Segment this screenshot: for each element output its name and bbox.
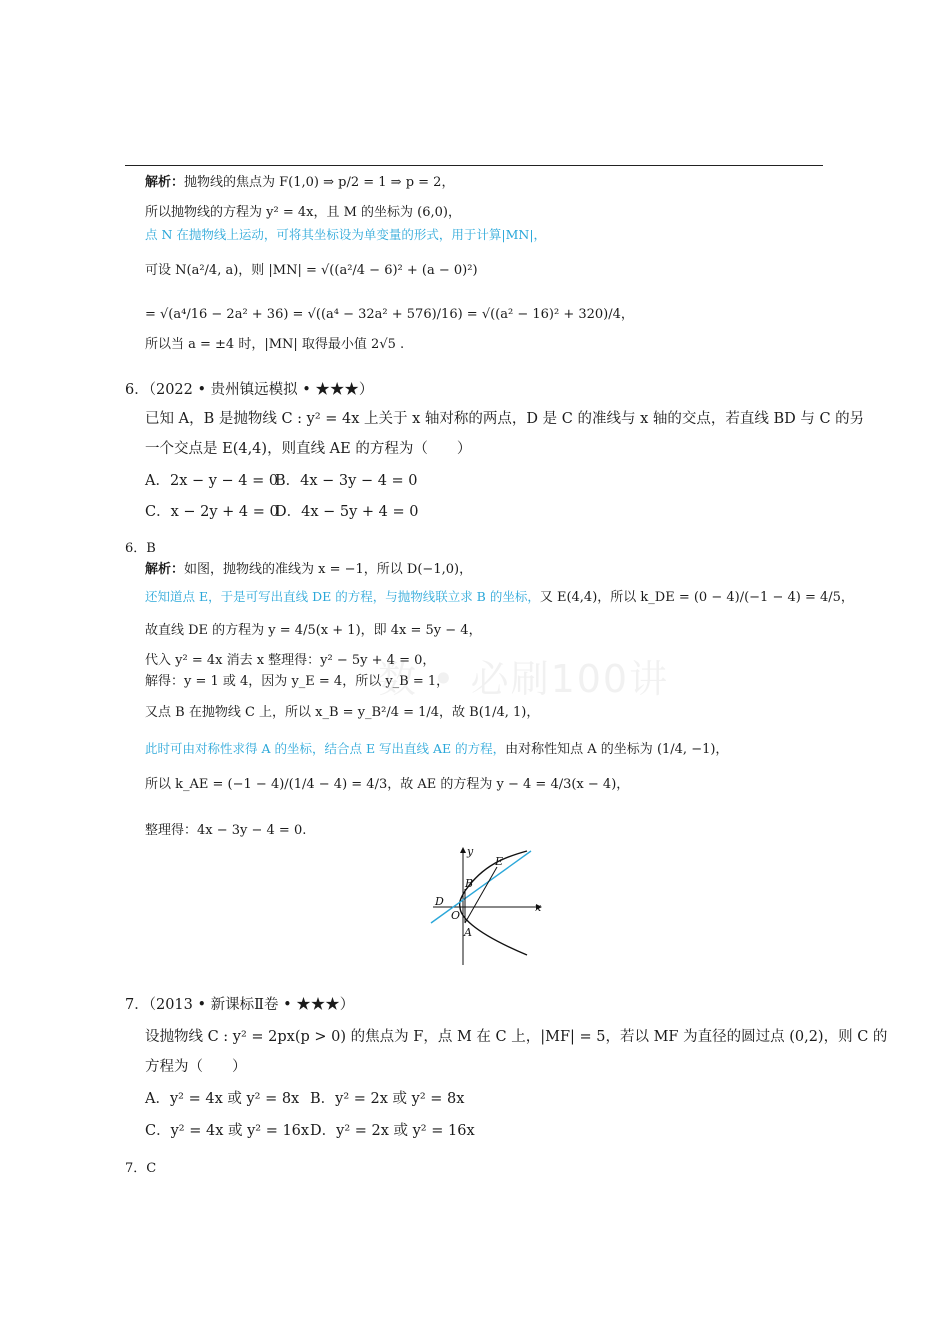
label-o: O	[451, 909, 461, 922]
a6-hint-1: 还知道点 E，于是可写出直线 DE 的方程，与抛物线联立求 B 的坐标，	[145, 589, 540, 604]
a6-line-5: 解得：y = 1 或 4，因为 y_E = 4，所以 y_B = 1，	[145, 674, 450, 689]
q7-stem-line-2: 方程为（ ）	[145, 1059, 247, 1075]
a6-line-8: 所以 k_AE = (−1 − 4)/(1/4 − 4) = 4/3，故 AE 的方程为 y − 4 = 4/3(x − 4)，	[145, 777, 630, 792]
q6-option-b: B．4x − 3y − 4 = 0	[275, 473, 418, 489]
q6-stem-line-1: 已知 A，B 是抛物线 C : y² = 4x 上关于 x 轴对称的两点，D 是 C 的准线与 x 轴的交点，若直线 BD 与 C 的另	[145, 411, 865, 427]
a6-hint-2: 此时可由对称性求得 A 的坐标，结合点 E 写出直线 AE 的方程，	[145, 741, 506, 756]
q7-option-c: C．y² = 4x 或 y² = 16x	[145, 1123, 310, 1139]
q7-option-a: A．y² = 4x 或 y² = 8x	[145, 1091, 300, 1107]
prev-solution-line-4: 可设 N(a²/4, a)，则 |MN| = √((a²/4 − 6)² + (a − 0)²)	[145, 263, 478, 278]
solution-label: 解析：	[145, 562, 185, 577]
q7-option-b: B．y² = 2x 或 y² = 8x	[310, 1091, 465, 1107]
label-b: B	[465, 877, 474, 890]
q6-option-d: D．4x − 5y + 4 = 0	[275, 504, 419, 520]
prev-solution-hint: 点 N 在抛物线上运动，可将其坐标设为单变量的形式，用于计算|MN|，	[145, 227, 547, 242]
q7-stem-line-1: 设抛物线 C : y² = 2px(p > 0) 的焦点为 F，点 M 在 C 上，|MF| = 5，若以 MF 为直径的圆过点 (0,2)，则 C 的	[145, 1029, 888, 1045]
line-de	[431, 851, 531, 923]
prev-solution-line-1	[145, 174, 454, 192]
label-y: y	[467, 845, 474, 858]
q6-header: 6．（2022 • 贵州镇远模拟 • ★★★）	[125, 382, 374, 398]
watermark: 数 • 必刷100讲	[378, 657, 670, 701]
a6-text-7: 由对称性知点 A 的坐标为 (1/4, −1)，	[505, 742, 729, 757]
a6-text-2: 又 E(4,4)，所以 k_DE = (0 − 4)/(−1 − 4) = 4/5，	[539, 590, 854, 605]
a6-line-7	[145, 740, 728, 759]
a6-text-1: 如图，抛物线的准线为 x = −1，所以 D(−1,0)，	[184, 562, 473, 577]
prev-solution-line-2: 所以抛物线的方程为 y² = 4x，且 M 的坐标为 (6,0)，	[145, 205, 461, 220]
a6-line-3: 故直线 DE 的方程为 y = 4/5(x + 1)，即 4x = 5y − 4，	[145, 623, 482, 638]
a6-line-1	[145, 561, 472, 579]
label-x: x	[535, 901, 542, 914]
label-a: A	[464, 926, 472, 939]
a6-line-2	[145, 588, 854, 607]
top-divider	[125, 165, 823, 166]
a6-line-6: 又点 B 在抛物线 C 上，所以 x_B = y_B²/4 = 1/4，故 B(1/4, 1)，	[145, 705, 540, 720]
q7-header: 7．（2013 • 新课标Ⅱ卷 • ★★★）	[125, 997, 355, 1013]
q6-stem-line-2: 一个交点是 E(4,4)，则直线 AE 的方程为（ ）	[145, 441, 472, 457]
prev-solution-line-6: 所以当 a = ±4 时，|MN| 取得最小值 2√5 .	[145, 337, 405, 352]
q6-option-c: C．x − 2y + 4 = 0	[145, 504, 279, 520]
parabola-curve	[460, 851, 527, 955]
a6-answer: 6．B	[125, 541, 156, 556]
label-d: D	[435, 895, 444, 908]
solution-label: 解析：	[145, 175, 185, 190]
prev-solution-text-1: 抛物线的焦点为 F(1,0) ⇒ p/2 = 1 ⇒ p = 2，	[184, 175, 455, 190]
q6-option-a: A．2x − y − 4 = 0	[145, 473, 279, 489]
label-e: E	[495, 855, 504, 868]
q7-option-d: D．y² = 2x 或 y² = 16x	[310, 1123, 475, 1139]
a7-answer: 7．C	[125, 1161, 157, 1176]
parabola-figure	[425, 845, 555, 970]
prev-solution-line-5: = √(a⁴/16 − 2a² + 36) = √((a⁴ − 32a² + 576)/16) = √((a² − 16)² + 320)/4，	[145, 307, 634, 322]
a6-line-4: 代入 y² = 4x 消去 x 整理得：y² − 5y + 4 = 0，	[145, 653, 436, 668]
a6-line-9: 整理得：4x − 3y − 4 = 0.	[145, 823, 307, 838]
